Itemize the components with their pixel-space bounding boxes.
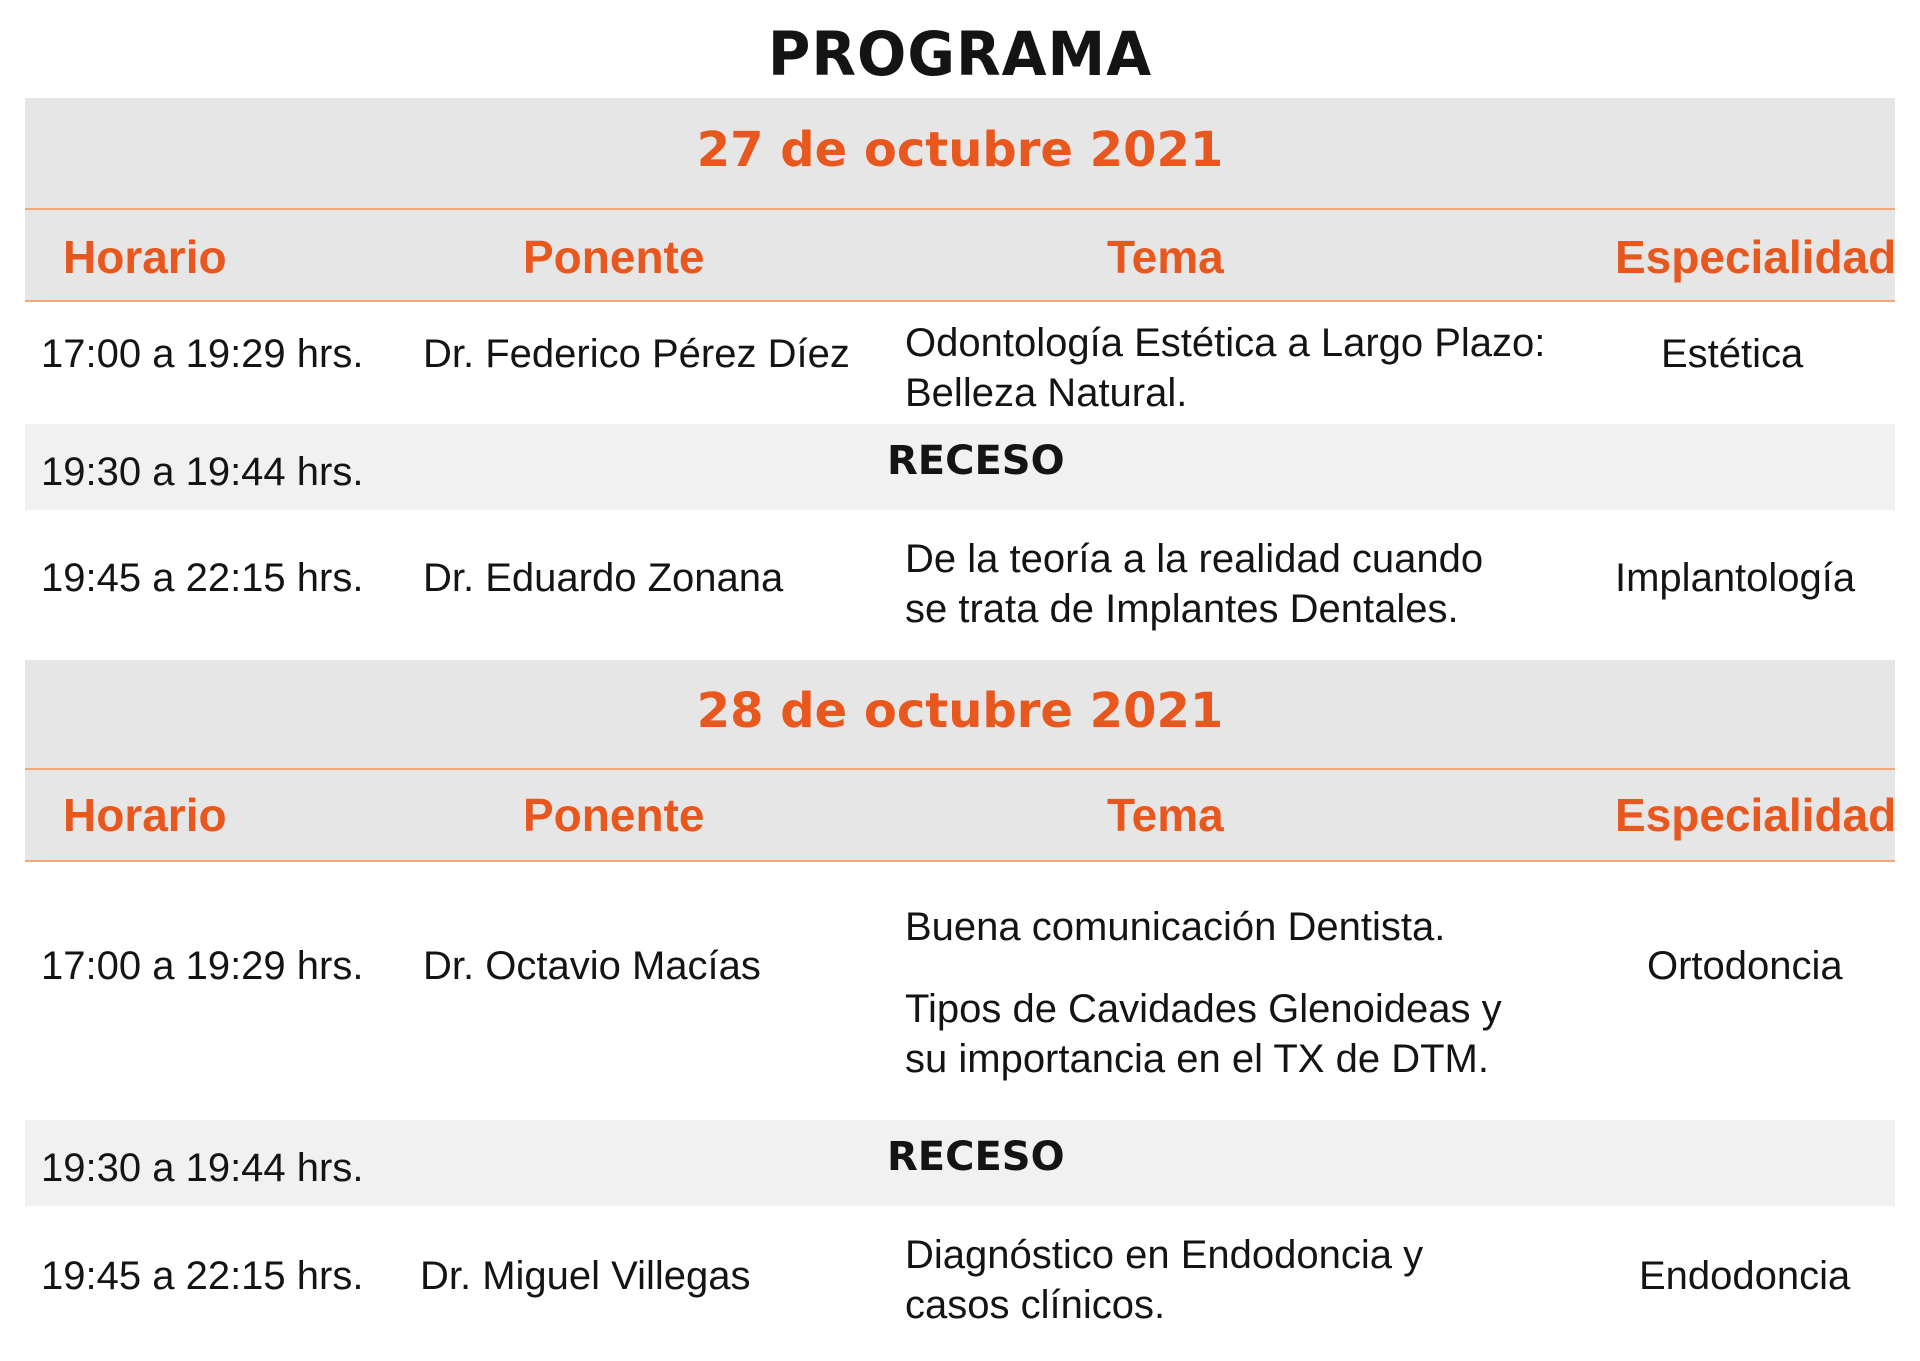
tema-cell: [905, 1230, 1423, 1330]
especialidad-cell: Implantología: [1615, 556, 1856, 600]
tema-line: De la teoría a la realidad cuando: [905, 537, 1484, 581]
tema-line: Diagnóstico en Endodoncia y: [905, 1233, 1424, 1277]
tema-line: su importancia en el TX de DTM.: [905, 1037, 1489, 1081]
table-row: [25, 510, 1895, 660]
page-title: PROGRAMA: [767, 18, 1153, 90]
header-ponente: Ponente: [523, 789, 705, 841]
header-ponente: Ponente: [523, 231, 705, 283]
table-row: [25, 862, 1895, 1120]
header-horario: Horario: [63, 789, 227, 841]
table-row: [25, 1206, 1895, 1336]
tema-line: Belleza Natural.: [905, 371, 1188, 415]
tema-line: casos clínicos.: [905, 1283, 1166, 1327]
horario-cell: 17:00 a 19:29 hrs.: [41, 332, 364, 376]
tema-cell: [905, 534, 1483, 634]
horario-cell: 19:30 a 19:44 hrs.: [41, 1146, 364, 1190]
tema-line: Buena comunicación Dentista.: [905, 905, 1446, 949]
receso-label: RECESO: [887, 438, 1065, 484]
horario-cell: 19:45 a 22:15 hrs.: [41, 1254, 364, 1298]
ponente-cell: Dr. Federico Pérez Díez: [423, 332, 850, 376]
day-header: [25, 660, 1895, 770]
day-date: 27 de octubre 2021: [696, 122, 1224, 178]
column-header-row: [25, 770, 1895, 862]
ponente-cell: Dr. Miguel Villegas: [420, 1254, 751, 1298]
day-date: 28 de octubre 2021: [696, 683, 1224, 739]
day-header: [25, 98, 1895, 210]
tema-cell: [905, 902, 1502, 1084]
header-tema: Tema: [1107, 231, 1224, 283]
tema-line: Odontología Estética a Largo Plazo:: [905, 321, 1546, 365]
especialidad-cell: Estética: [1661, 332, 1804, 376]
column-header-row: [25, 210, 1895, 302]
horario-cell: 17:00 a 19:29 hrs.: [41, 944, 364, 988]
ponente-cell: Dr. Octavio Macías: [423, 944, 761, 988]
header-horario: Horario: [63, 231, 227, 283]
header-especialidad: Especialidad: [1615, 789, 1897, 841]
ponente-cell: Dr. Eduardo Zonana: [423, 556, 784, 600]
table-row: [25, 302, 1895, 424]
tema-line: Tipos de Cavidades Glenoideas y: [905, 987, 1502, 1031]
horario-cell: 19:45 a 22:15 hrs.: [41, 556, 364, 600]
receso-label: RECESO: [887, 1134, 1065, 1180]
especialidad-cell: Endodoncia: [1639, 1254, 1851, 1298]
header-especialidad: Especialidad: [1615, 231, 1897, 283]
table-row: [25, 1120, 1895, 1206]
tema-line: se trata de Implantes Dentales.: [905, 587, 1459, 631]
header-tema: Tema: [1107, 789, 1224, 841]
table-row: [25, 424, 1895, 510]
especialidad-cell: Ortodoncia: [1647, 944, 1843, 988]
horario-cell: 19:30 a 19:44 hrs.: [41, 450, 364, 494]
tema-cell: [905, 318, 1545, 418]
